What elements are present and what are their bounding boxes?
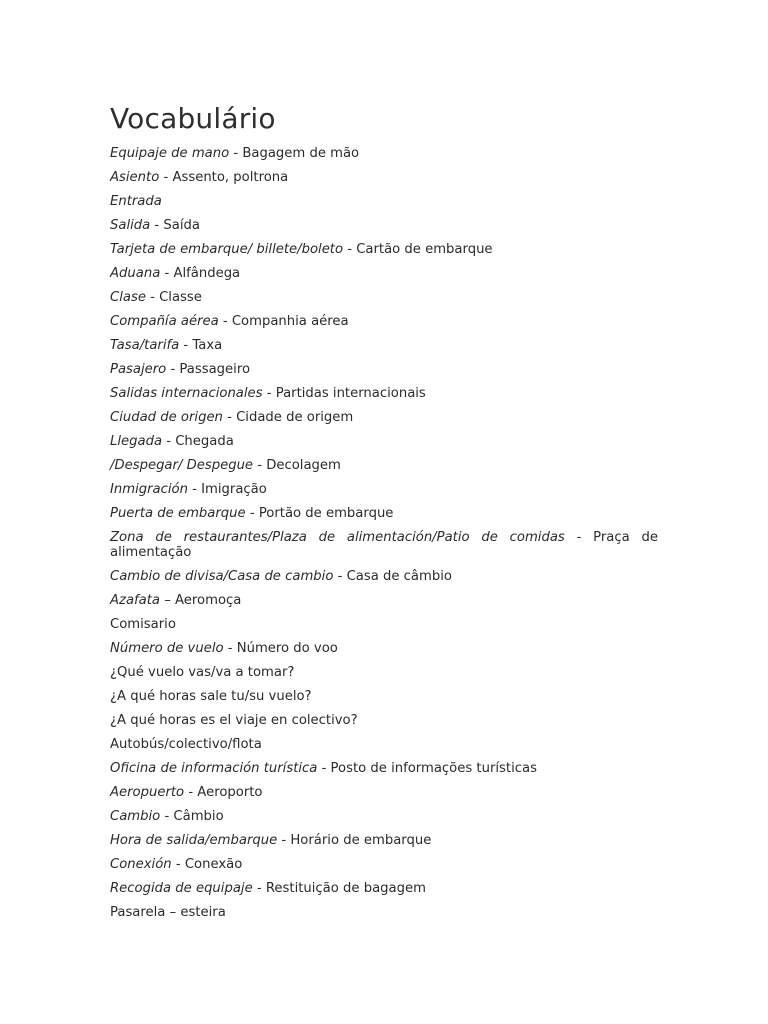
spanish-term: Entrada — [110, 194, 162, 209]
portuguese-translation: Comisario — [110, 617, 176, 632]
vocabulary-entry — [110, 338, 658, 353]
portuguese-translation: Partidas internacionais — [275, 386, 426, 401]
vocabulary-entry — [110, 785, 658, 800]
vocabulary-entry — [110, 434, 658, 449]
portuguese-translation: Pasarela – esteira — [110, 905, 226, 920]
portuguese-translation: Aeromoça — [175, 593, 242, 608]
page-title: Vocabulário — [110, 102, 276, 135]
spanish-term: Tasa/tarifa — [110, 338, 180, 353]
vocabulary-entry — [110, 146, 658, 161]
term-separator: - — [159, 170, 173, 185]
vocabulary-entry — [110, 194, 658, 209]
spanish-term: Tarjeta de embarque/ billete/boleto — [110, 242, 344, 257]
spanish-term: Salida — [110, 218, 151, 233]
portuguese-translation: Cartão de embarque — [356, 242, 493, 257]
vocabulary-entry — [110, 905, 658, 920]
portuguese-translation: Autobús/colectivo/flota — [110, 737, 262, 752]
spanish-term: Aeropuerto — [110, 785, 185, 800]
vocabulary-entry — [110, 593, 658, 608]
spanish-term: Oficina de información turística — [110, 761, 318, 776]
term-separator: - — [564, 530, 594, 545]
portuguese-translation: Passageiro — [179, 362, 251, 377]
term-separator: - — [150, 218, 164, 233]
vocabulary-entry — [110, 665, 658, 680]
vocabulary-list — [110, 146, 658, 920]
term-separator: - — [160, 809, 174, 824]
vocabulary-entry — [110, 290, 658, 305]
term-separator: - — [229, 146, 243, 161]
spanish-term: Puerta de embarque — [110, 506, 246, 521]
term-separator: - — [343, 242, 357, 257]
spanish-term: Cambio — [110, 809, 161, 824]
term-separator: - — [184, 785, 198, 800]
portuguese-translation: Conexão — [184, 857, 243, 872]
vocabulary-entry — [110, 713, 658, 728]
portuguese-translation: Companhia aérea — [231, 314, 349, 329]
portuguese-translation: Saída — [163, 218, 200, 233]
vocabulary-entry — [110, 266, 658, 281]
spanish-term: Zona de restaurantes/Plaza de alimentación/Patio de comidas — [110, 530, 565, 545]
term-separator: - — [179, 338, 193, 353]
vocabulary-entry — [110, 857, 658, 872]
spanish-term: Inmigración — [110, 482, 188, 497]
portuguese-translation: Casa de câmbio — [346, 569, 452, 584]
spanish-term: Conexión — [110, 857, 172, 872]
portuguese-translation: Cidade de origem — [236, 410, 354, 425]
vocabulary-entry — [110, 482, 658, 497]
spanish-term: Azafata — [110, 593, 161, 608]
spanish-term: Recogida de equipaje — [110, 881, 253, 896]
spanish-term: Equipaje de mano — [110, 146, 230, 161]
term-separator: - — [218, 314, 232, 329]
spanish-term: Cambio de divisa/Casa de cambio — [110, 569, 334, 584]
vocabulary-entry — [110, 530, 658, 560]
term-separator: - — [317, 761, 331, 776]
term-separator: - — [252, 881, 266, 896]
portuguese-translation: ¿Qué vuelo vas/va a tomar? — [110, 665, 295, 680]
term-separator: - — [171, 857, 185, 872]
vocabulary-entry — [110, 506, 658, 521]
term-separator: - — [223, 641, 237, 656]
vocabulary-entry — [110, 809, 658, 824]
vocabulary-entry — [110, 689, 658, 704]
vocabulary-entry — [110, 386, 658, 401]
vocabulary-entry — [110, 218, 658, 233]
portuguese-translation: Aeroporto — [197, 785, 263, 800]
portuguese-translation: Restituição de bagagem — [265, 881, 426, 896]
vocabulary-entry — [110, 242, 658, 257]
portuguese-translation: ¿A qué horas es el viaje en colectivo? — [110, 713, 358, 728]
term-separator: - — [253, 458, 267, 473]
vocabulary-entry — [110, 569, 658, 584]
term-separator: - — [245, 506, 259, 521]
spanish-term: Salidas internacionales — [110, 386, 263, 401]
spanish-term: /Despegar/ Despegue — [110, 458, 254, 473]
term-separator: - — [222, 410, 237, 425]
vocabulary-entry — [110, 362, 658, 377]
portuguese-translation: ¿A qué horas sale tu/su vuelo? — [110, 689, 312, 704]
vocabulary-entry — [110, 314, 658, 329]
spanish-term: Asiento — [110, 170, 160, 185]
spanish-term: Número de vuelo — [110, 641, 224, 656]
portuguese-translation: Chegada — [175, 434, 234, 449]
term-separator: – — [160, 593, 175, 608]
vocabulary-entry — [110, 458, 658, 473]
portuguese-translation: Imigração — [201, 482, 267, 497]
spanish-term: Compañía aérea — [110, 314, 219, 329]
vocabulary-entry — [110, 641, 658, 656]
term-separator: - — [333, 569, 347, 584]
portuguese-translation: Assento, poltrona — [172, 170, 289, 185]
term-separator: - — [162, 434, 176, 449]
portuguese-translation: Bagagem de mão — [242, 146, 360, 161]
portuguese-translation: Taxa — [192, 338, 223, 353]
spanish-term: Ciudad de origen — [110, 410, 223, 425]
term-separator: - — [277, 833, 291, 848]
portuguese-translation: Número do voo — [236, 641, 338, 656]
portuguese-translation: Câmbio — [173, 809, 224, 824]
term-separator: - — [262, 386, 276, 401]
vocabulary-entry — [110, 617, 658, 632]
spanish-term: Pasajero — [110, 362, 167, 377]
spanish-term: Clase — [110, 290, 146, 305]
portuguese-translation: Portão de embarque — [258, 506, 394, 521]
portuguese-translation: Classe — [159, 290, 202, 305]
term-separator: - — [187, 482, 202, 497]
portuguese-translation: Praça de alimentação — [110, 530, 658, 560]
spanish-term: Llegada — [110, 434, 163, 449]
portuguese-translation: Posto de informações turísticas — [330, 761, 537, 776]
term-separator: - — [145, 290, 160, 305]
portuguese-translation: Alfândega — [173, 266, 241, 281]
document-page — [110, 100, 658, 929]
vocabulary-entry — [110, 833, 658, 848]
vocabulary-entry — [110, 170, 658, 185]
vocabulary-entry — [110, 737, 658, 752]
spanish-term: Hora de salida/embarque — [110, 833, 278, 848]
vocabulary-entry — [110, 881, 658, 896]
vocabulary-entry — [110, 761, 658, 776]
spanish-term: Aduana — [110, 266, 161, 281]
term-separator: - — [160, 266, 174, 281]
term-separator: - — [166, 362, 180, 377]
portuguese-translation: Horário de embarque — [290, 833, 432, 848]
vocabulary-entry — [110, 410, 658, 425]
portuguese-translation: Decolagem — [266, 458, 341, 473]
